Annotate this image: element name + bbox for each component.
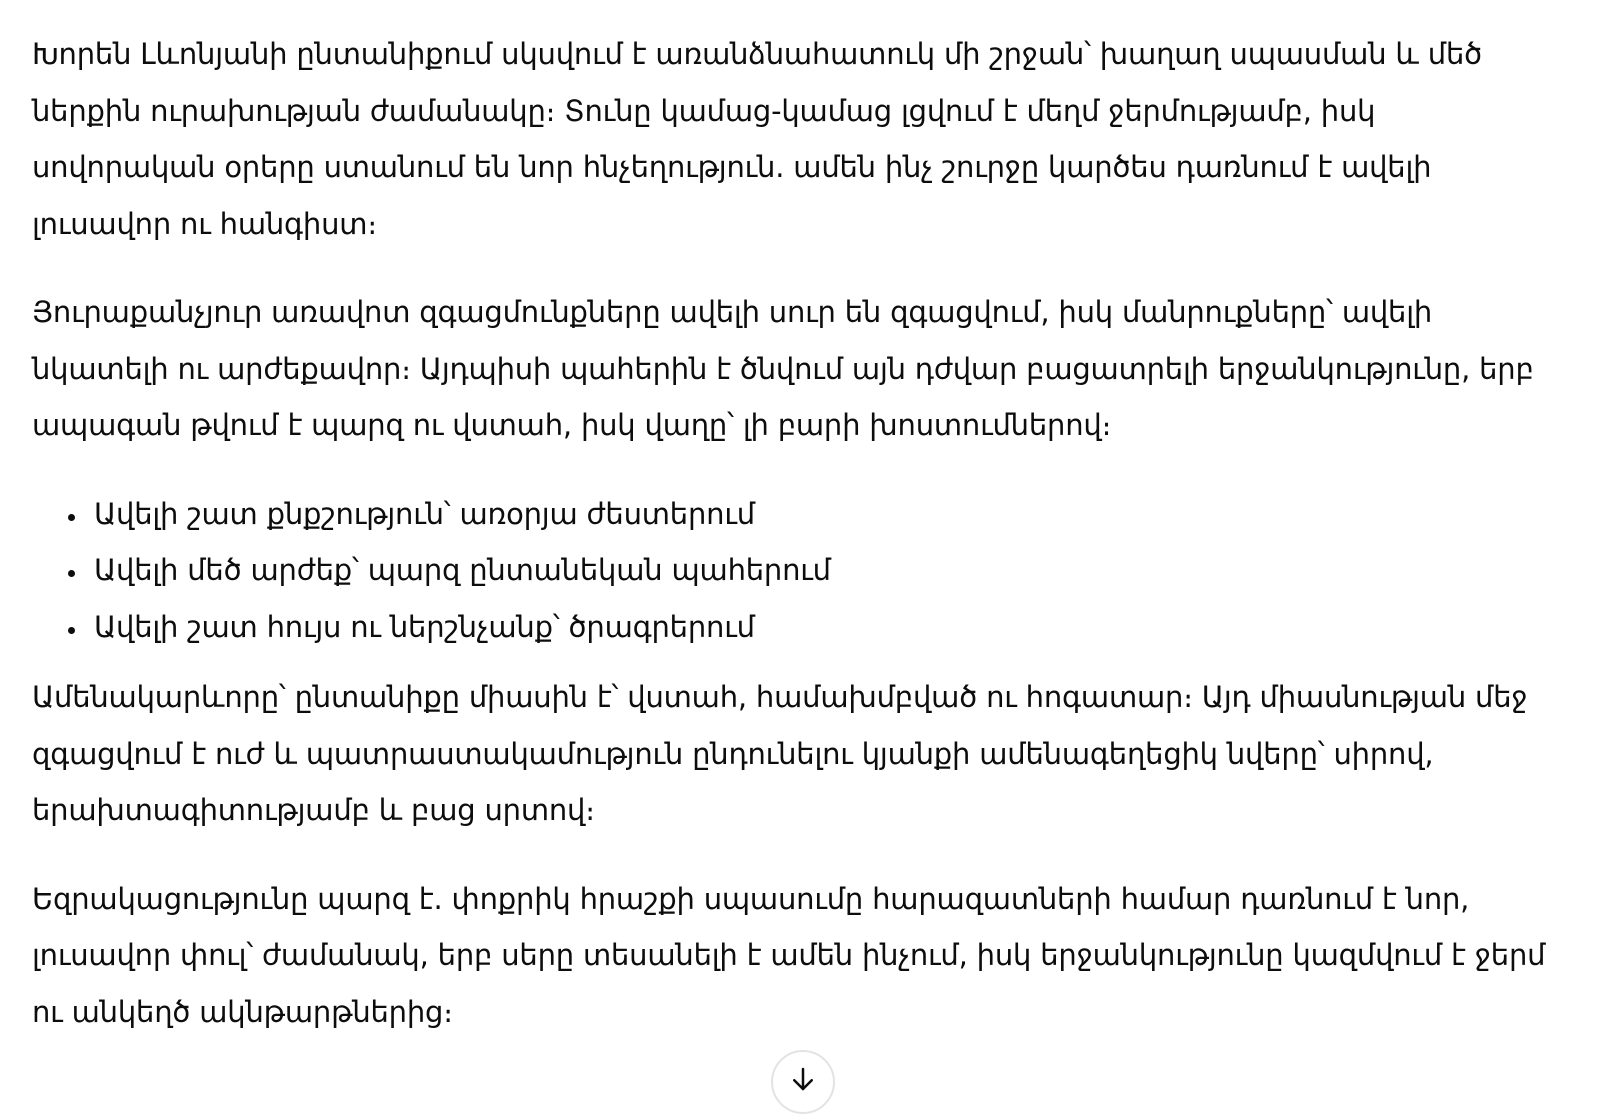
- paragraph-feelings: Յուրաքանչյուր առավոտ զգացմունքները ավելի սուր են զգացվում, իսկ մանրուքները՝ ավելի նկատելի ու արժեքավոր։ Այդպիսի պահերին է ծնվում այն դժվար բացատրելի երջանկությունը, երբ ապագան թվում է պարզ ու վստահ, իսկ վաղը՝ լի բարի խոստումներով։: [32, 284, 1550, 454]
- bullet-list: [32, 486, 1550, 656]
- paragraph-unity: Ամենակարևորը՝ ընտանիքը միասին է՝ վստահ, համախմբված ու հոգատար։ Այդ միասնության մեջ զգացվում է ուժ և պատրաստակամություն ընդունելու կյանքի ամենագեղեցիկ նվերը՝ սիրով, երախտագիտությամբ և բաց սրտով։: [32, 669, 1550, 839]
- paragraph-intro: Խորեն Լևոնյանի ընտանիքում սկսվում է առանձնահատուկ մի շրջան՝ խաղաղ սպասման և մեծ ներքին ուրախության ժամանակը։ Տունը կամաց-կամաց լցվում է մեղմ ջերմությամբ, իսկ սովորական օրերը ստանում են նոր հնչեղություն. ամեն ինչ շուրջը կարծես դառնում է ավելի լուսավոր ու հանգիստ։: [32, 26, 1550, 252]
- list-item: • Ավելի շատ քնքշություն՝ առօրյա ժեստերում: [89, 486, 1550, 543]
- list-item: • Ավելի մեծ արժեք՝ պարզ ընտանեկան պահերում: [89, 542, 1550, 599]
- list-item: • Ավելի շատ հույս ու ներշնչանք՝ ծրագրերում: [89, 599, 1550, 656]
- scroll-to-bottom-button[interactable]: [771, 1050, 835, 1114]
- arrow-down-icon: [788, 1064, 818, 1094]
- paragraph-conclusion: Եզրակացությունը պարզ է. փոքրիկ հրաշքի սպասումը հարազատների համար դառնում է նոր, լուսավոր փուլ՝ ժամանակ, երբ սերը տեսանելի է ամեն ինչում, իսկ երջանկությունը կազմվում է ջերմ ու անկեղծ ակնթարթներից։: [32, 871, 1550, 1041]
